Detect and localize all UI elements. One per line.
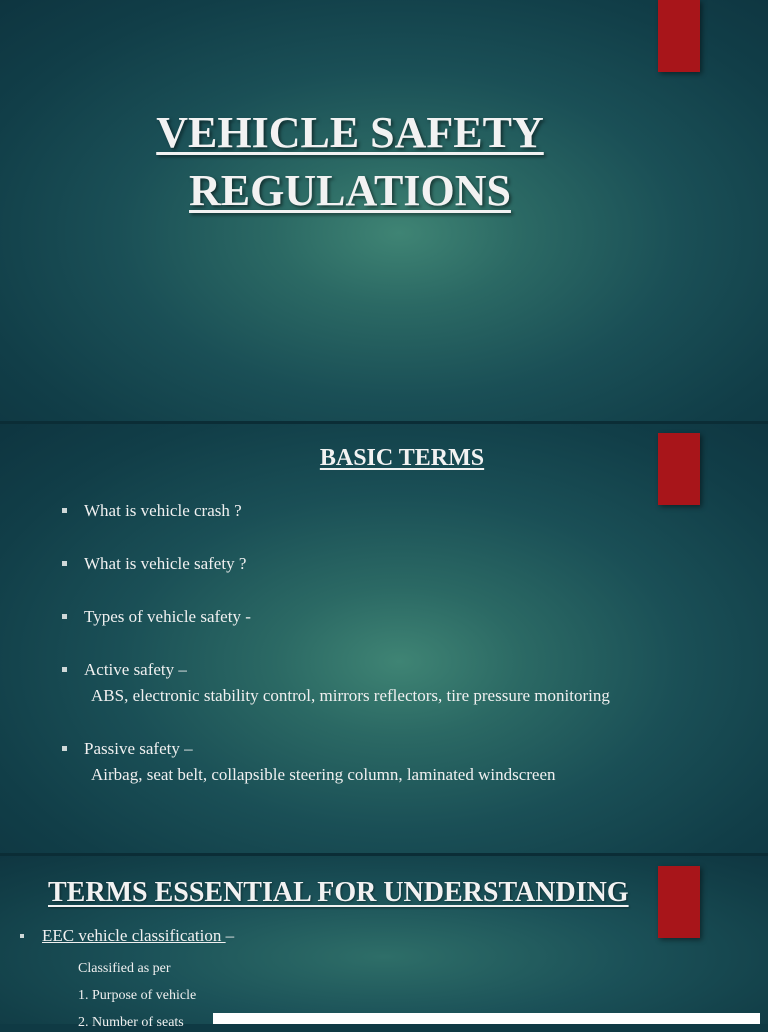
section-heading-basic-terms: BASIC TERMS xyxy=(319,445,485,471)
slide-basic-terms xyxy=(0,424,768,856)
list-item-text xyxy=(42,925,234,947)
body-line: Classified as per xyxy=(78,961,171,976)
list-item-text: Types of vehicle safety - xyxy=(84,607,251,626)
bullet-icon xyxy=(62,508,67,513)
bullet-icon xyxy=(62,561,67,566)
eec-classification-label: EEC vehicle classification xyxy=(42,926,226,945)
bullet-icon xyxy=(20,934,24,938)
dash-suffix: – xyxy=(225,926,235,945)
list-item-subtext: Airbag, seat belt, collapsible steering column, laminated windscreen xyxy=(91,765,556,784)
list-item-subtext: ABS, electronic stability control, mirrors reflectors, tire pressure monitoring xyxy=(91,686,610,705)
bullet-icon xyxy=(62,614,67,619)
bullet-icon xyxy=(62,667,67,672)
list-item-text: What is vehicle safety ? xyxy=(84,554,247,573)
list-item-text: Passive safety – xyxy=(84,739,193,758)
title-line-2: REGULATIONS xyxy=(189,166,511,215)
section-heading-terms-essential: TERMS ESSENTIAL FOR UNDERSTANDING xyxy=(48,877,629,908)
body-line: 1. Purpose of vehicle xyxy=(78,988,197,1003)
title-line-1: VEHICLE SAFETY xyxy=(156,108,544,157)
body-line: 2. Number of seats xyxy=(78,1015,184,1030)
bullet-icon xyxy=(62,746,67,751)
list-item-text: What is vehicle crash ? xyxy=(84,501,242,520)
accent-bar xyxy=(658,0,700,72)
list-item-text: Active safety – xyxy=(84,660,187,679)
white-panel xyxy=(213,1013,760,1024)
page-title xyxy=(0,104,700,220)
accent-bar xyxy=(658,866,700,938)
